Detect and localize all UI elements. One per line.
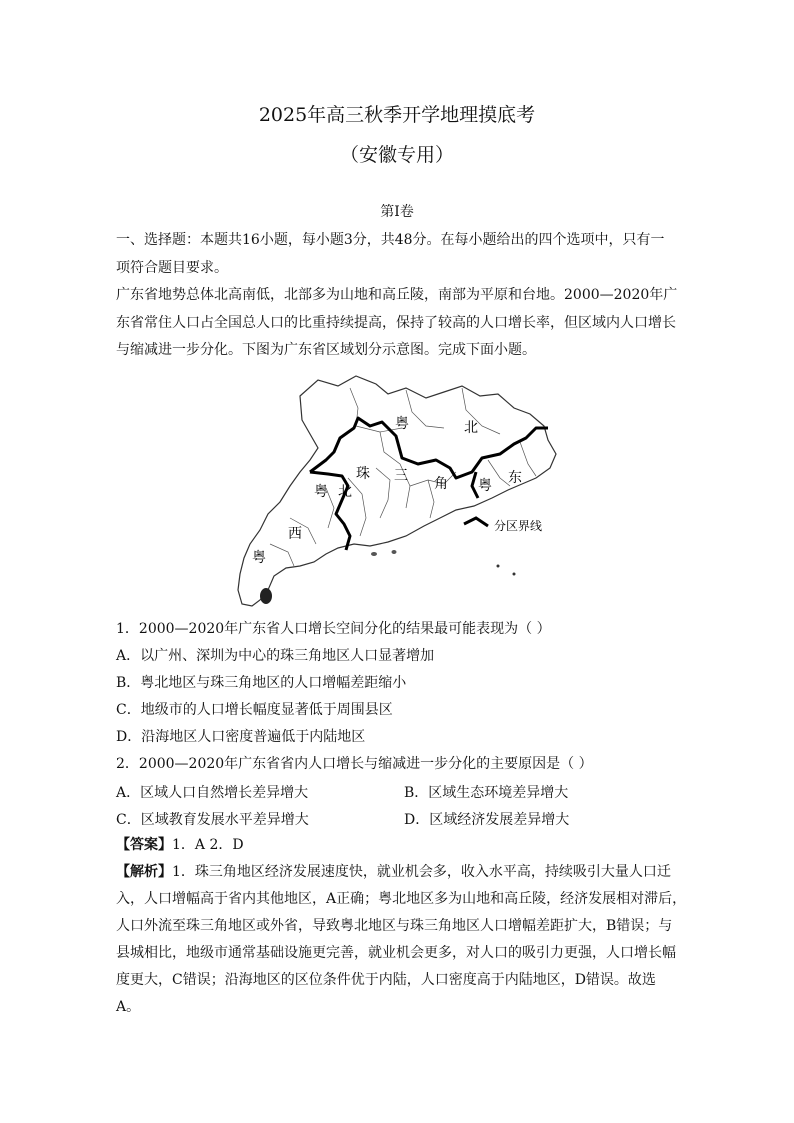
page-title: 2025年高三秋季开学地理摸底考 xyxy=(258,104,536,126)
map-label: 粤 xyxy=(314,484,328,500)
answer-line xyxy=(116,836,688,855)
instructions-line-2: 项符合题目要求。 xyxy=(116,260,228,276)
passage-line-1: 广东省地势总体北高南低，北部多为山地和高丘陵，南部为平原和台地。2000—2020年广 xyxy=(116,287,678,303)
instructions-line-1: 一、选择题：本题共16小题，每小题3分，共48分。在每小题给出的四个选项中，只有一 xyxy=(116,232,665,248)
analysis-line-5: 度更大，C错误；沿海地区的区位条件优于内陆，人口密度高于内陆地区，D错误。故选 xyxy=(116,972,656,988)
analysis-line-4: 县城相比，地级市通常基础设施更完善，就业机会更多，对人口的吸引力更强，人口增长幅 xyxy=(116,945,676,961)
q1-option-d: D．沿海地区人口密度普遍低于内陆地区 xyxy=(116,729,366,745)
q2-option-d: D．区域经济发展差异增大 xyxy=(404,812,570,828)
legend-label: 分区界线 xyxy=(494,519,543,533)
q2-option-c: C．区域教育发展水平差异增大 xyxy=(116,812,309,828)
analysis-label: 【解析】 xyxy=(116,864,172,880)
analysis-line-1 xyxy=(116,863,688,882)
map-label: 粤 xyxy=(478,478,492,494)
island xyxy=(260,588,272,604)
q2-option-b: B．区域生态环境差异增大 xyxy=(404,785,569,801)
q2-option-a: A．区域人口自然增长差异增大 xyxy=(116,785,309,801)
answer-text: 1．A 2．D xyxy=(172,837,244,853)
province-outline xyxy=(238,376,556,606)
island xyxy=(392,550,397,554)
island xyxy=(513,573,516,576)
section-heading: 第Ⅰ卷 xyxy=(380,204,414,220)
q1-option-b: B．粤北地区与珠三角地区的人口增幅差距缩小 xyxy=(116,675,407,691)
map-label: 北 xyxy=(338,484,352,500)
island xyxy=(371,552,377,556)
map-svg xyxy=(230,368,570,613)
q1-option-c: C．地级市的人口增长幅度显著低于周围县区 xyxy=(116,702,393,718)
map-label: 西 xyxy=(288,526,302,542)
q2-stem: 2．2000—2020年广东省省内人口增长与缩减进一步分化的主要原因是（ ） xyxy=(116,756,593,772)
q1-option-a: A．以广州、深圳为中心的珠三角地区人口显著增加 xyxy=(116,648,435,664)
map-label: 角 xyxy=(434,476,448,492)
island xyxy=(497,565,500,568)
guangdong-region-map xyxy=(230,368,570,613)
passage-line-3: 与缩减进一步分化。下图为广东省区域划分示意图。完成下面小题。 xyxy=(116,342,536,358)
map-label: 三 xyxy=(394,468,408,484)
map-label: 粤 xyxy=(252,550,266,566)
analysis-line-3: 人口外流至珠三角地区或外省，导致粤北地区与珠三角地区人口增幅差距扩大，B错误；与 xyxy=(116,918,673,934)
legend-line-icon xyxy=(464,518,488,526)
map-label: 珠 xyxy=(356,466,370,482)
map-label: 粤 xyxy=(395,416,409,432)
analysis-text: 1．珠三角地区经济发展速度快，就业机会多，收入水平高，持续吸引大量人口迁 xyxy=(172,864,671,880)
map-label: 东 xyxy=(508,470,522,486)
answer-label: 【答案】 xyxy=(116,837,172,853)
analysis-line-6: A。 xyxy=(116,999,141,1015)
passage-line-2: 东省常住人口占全国总人口的比重持续提高，保持了较高的人口增长率，但区域内人口增长 xyxy=(116,315,676,331)
analysis-line-2: 入，人口增幅高于省内其他地区，A正确；粤北地区多为山地和高丘陵，经济发展相对滞后， xyxy=(116,891,687,907)
q1-stem: 1．2000—2020年广东省人口增长空间分化的结果最可能表现为（ ） xyxy=(116,621,551,637)
page-subtitle: （安徽专用） xyxy=(339,144,454,166)
map-label: 北 xyxy=(464,420,478,436)
